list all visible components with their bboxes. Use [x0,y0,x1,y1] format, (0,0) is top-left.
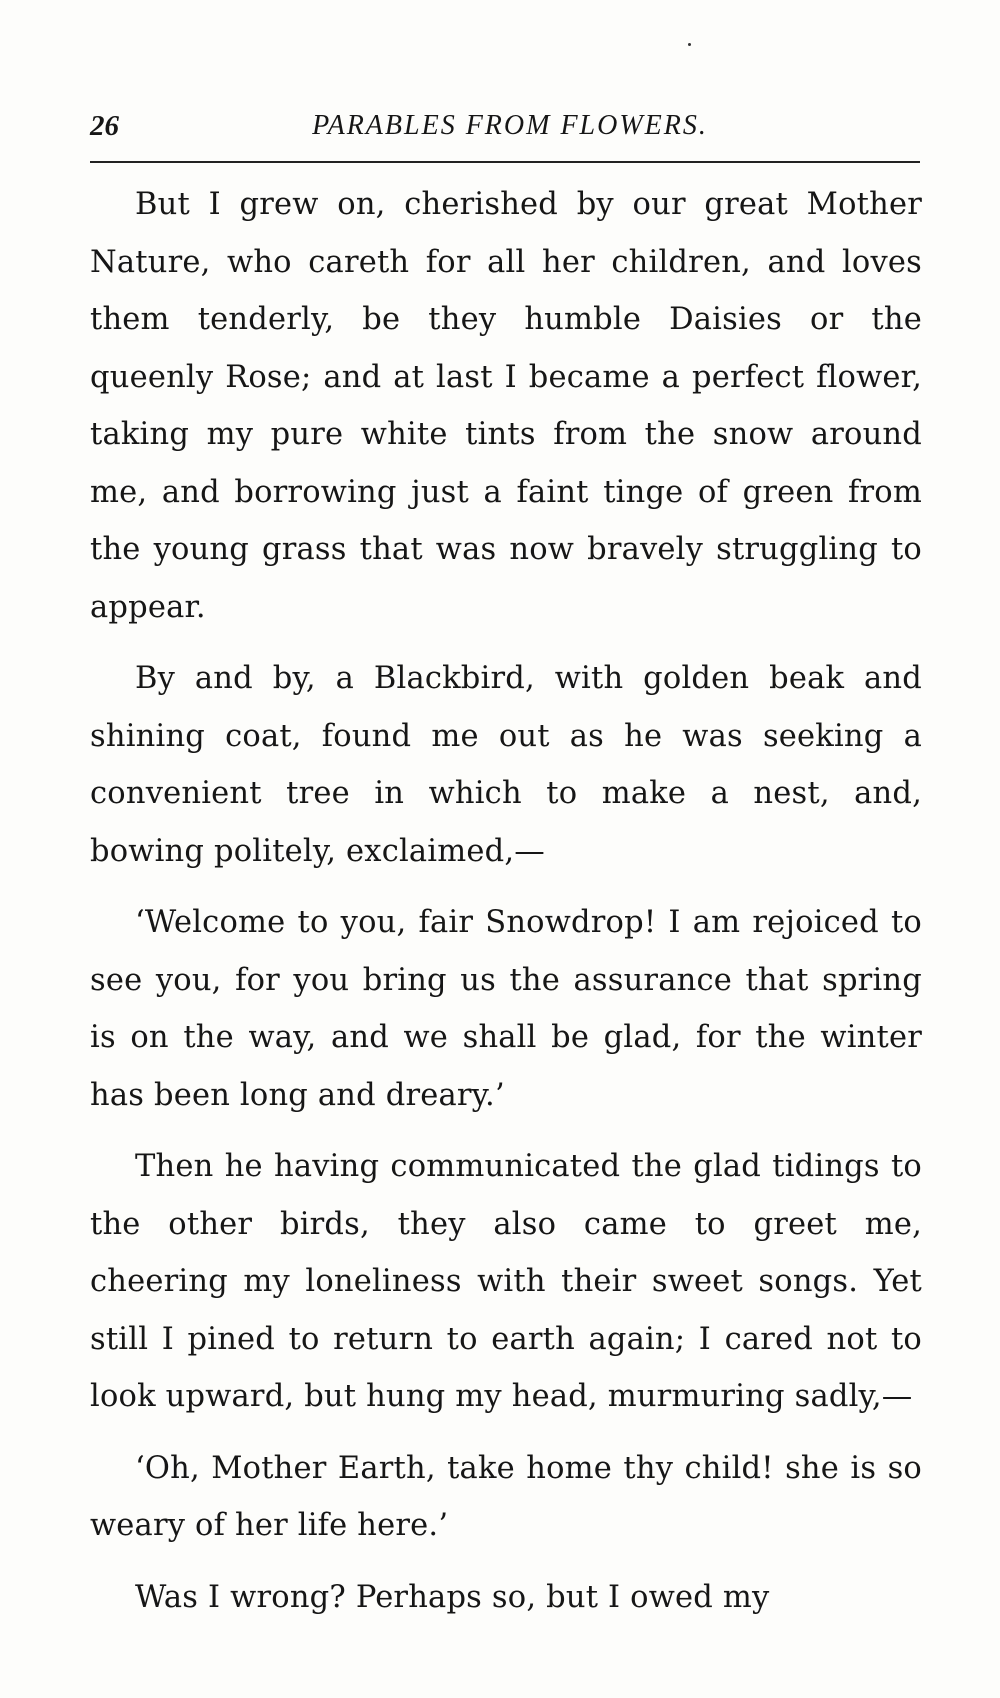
paragraph-6: Was I wrong? Perhaps so, but I owed my [135,1579,770,1615]
running-head [90,110,920,150]
body-text [90,176,922,1640]
paragraph-2: By and by, a Blackbird, with golden beak and shining coat, found me out as he was seeking a convenient tree in which to make a nest, and, bowing politely, exclaimed,— [90,661,922,869]
paragraph-3: ‘Welcome to you, fair Snowdrop! I am rejoiced to see you, for you bring us the assurance that spring is on the way, and we shall be glad, for the winter has been long and dreary.’ [90,905,922,1113]
paragraph-5: ‘Oh, Mother Earth, take home thy child! she is so weary of her life here.’ [90,1450,922,1543]
book-title: PARABLES FROM FLOWERS. [312,110,708,141]
paragraph-1: But I grew on, cherished by our great Mother Nature, who careth for all her children, and loves them tenderly, be they humble Daisies or the queenly Rose; and at last I became a perfect flower, taking my pure white tints from the snow around me, and borrowing just a faint tinge of green from the young grass that was now bravely struggling to appear. [90,187,922,625]
print-speck [688,43,691,46]
header-rule [90,161,920,163]
page-number: 26 [90,110,119,142]
paragraph-4: Then he having communicated the glad tidings to the other birds, they also came to greet me, cheering my loneliness with their sweet songs. Yet still I pined to return to earth again; I cared not to look upward, but hung my head, murmuring sadly,— [90,1149,922,1414]
